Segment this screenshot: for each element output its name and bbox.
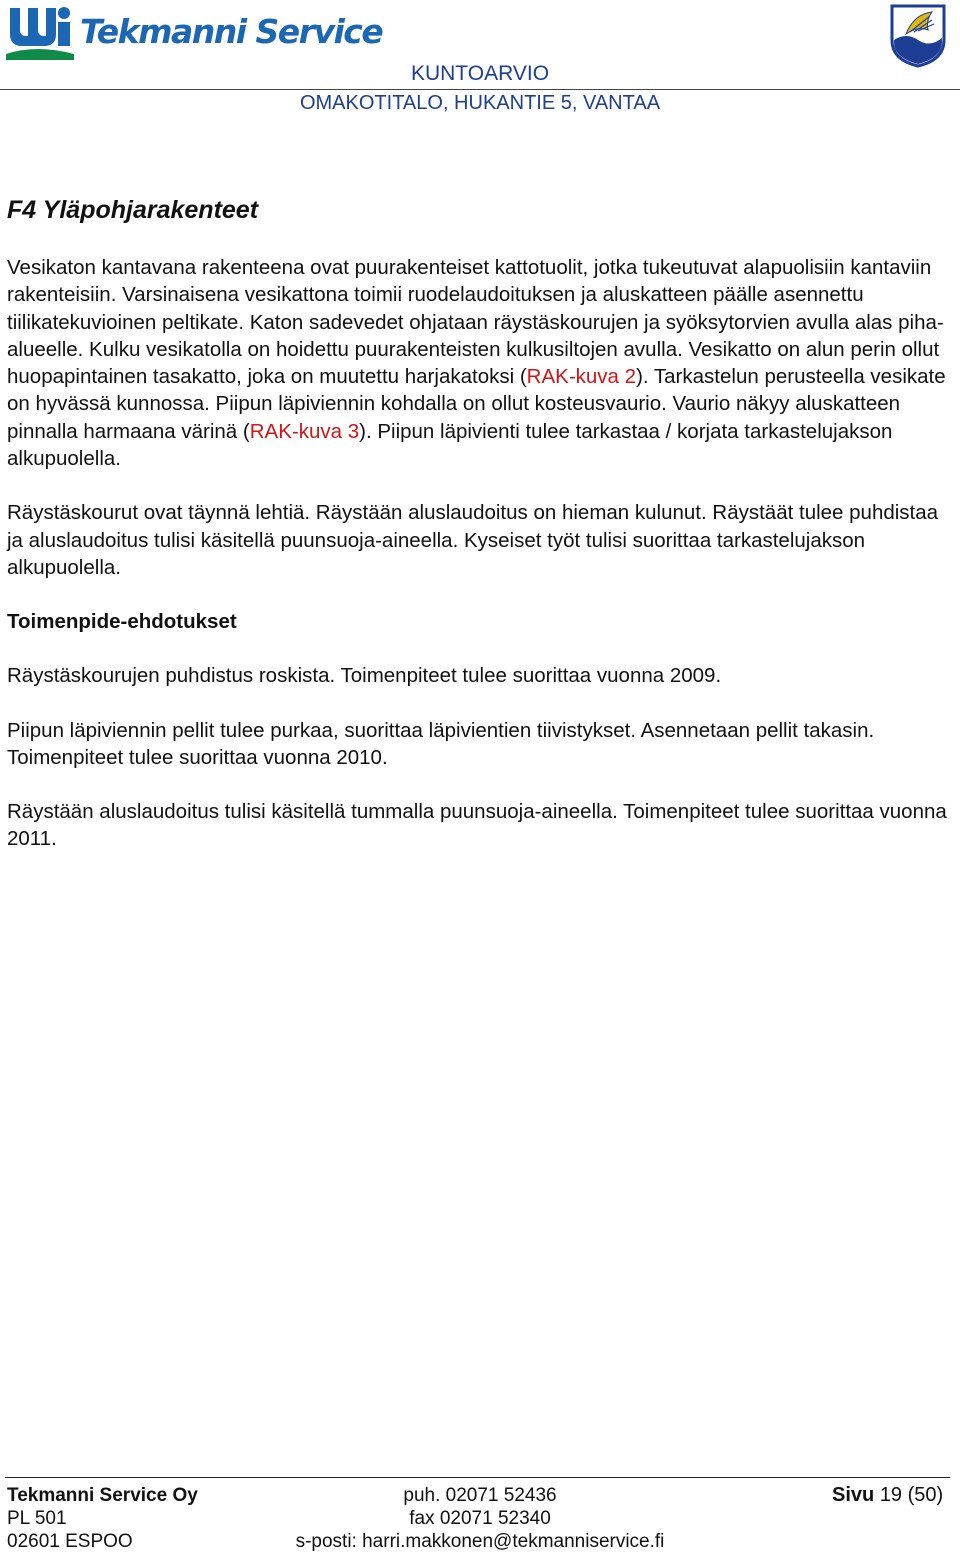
- action-item: Räystäskourujen puhdistus roskista. Toimenpiteet tulee suorittaa vuonna 2009.: [7, 664, 722, 688]
- rak-kuva-3-link[interactable]: RAK-kuva 3: [249, 419, 360, 443]
- action-item: Piipun läpiviennin pellit tulee purkaa, suorittaa läpivientien tiivistykset. Asennetaan pellit takasin. Toimenpiteet tulee suorittaa vuonna 2010.: [7, 718, 875, 769]
- footer-divider: [5, 1477, 950, 1478]
- paragraph-roof-description: [7, 254, 952, 472]
- municipal-crest-icon: [890, 4, 946, 68]
- main-content: [7, 194, 952, 880]
- paragraph-text: ). Tarkastelun perusteella vesikate on hyvässä kunnossa. Piipun läpiviennin kohdalla on ollut kosteusvaurio. Vaurio näkyy aluskatteen pinnalla harmaana värinä (: [7, 365, 946, 443]
- footer-company: Tekmanni Service Oy: [7, 1485, 198, 1506]
- rak-kuva-2-link[interactable]: RAK-kuva 2: [526, 365, 637, 389]
- footer-email[interactable]: s-posti: harri.makkonen@tekmanniservice.fi: [295, 1531, 665, 1552]
- footer-po-box: PL 501: [7, 1508, 67, 1529]
- action-item: Räystään aluslaudoitus tulisi käsitellä tummalla puunsuoja-aineella. Toimenpiteet tulee suorittaa vuonna 2011.: [7, 800, 947, 851]
- paragraph-text: Vesikaton kantavana rakenteena ovat puurakenteiset kattotuolit, jotka tukeutuvat alapuolisiin kantaviin rakenteisiin. Varsinaisena vesikattona toimii ruodelaudoituksen ja aluskatteen päälle asennettu tiilikatekuvioinen peltikate. Katon sadevedet ohjataan räystäskourujen ja syöksytorvien avulla alas piha-alueelle. Kulku vesikatolla on hoidettu puurakenteisten kulkusiltojen avulla. Vesikatto on alun perin ollut huopapintainen tasakatto, joka on muutettu harjakatoksi (: [7, 256, 944, 389]
- footer-contact: [290, 1484, 670, 1553]
- page-label: Sivu: [832, 1484, 875, 1506]
- page-indicator: [832, 1484, 943, 1507]
- header-divider: [0, 89, 960, 90]
- page-footer: [0, 1484, 960, 1556]
- footer-postal: 02601 ESPOO: [7, 1531, 133, 1552]
- company-logo: [6, 4, 383, 60]
- footer-address: [7, 1484, 198, 1553]
- footer-phone: puh. 02071 52436: [403, 1485, 557, 1506]
- paragraph-gutters: Räystäskourut ovat täynnä lehtiä. Räystään aluslaudoitus on hieman kulunut. Räystäät tulee puhdistaa ja aluslaudoitus tulisi käsitellä puunsuoja-aineella. Kyseiset työt tulisi suorittaa tarkastelujakson alkupuolella.: [7, 501, 939, 579]
- paragraph-text: ). Piipun läpivienti tulee tarkastaa / korjata tarkastelujakson alkupuolella.: [7, 419, 893, 471]
- tekmanni-logo-icon: [6, 4, 76, 60]
- actions-heading: Toimenpide-ehdotukset: [7, 610, 237, 634]
- footer-fax: fax 02071 52340: [409, 1508, 551, 1529]
- document-subtitle: OMAKOTITALO, HUKANTIE 5, VANTAA: [299, 92, 661, 114]
- logo-wordmark: Tekmanni Service: [80, 12, 383, 51]
- document-title: KUNTOARVIO: [410, 62, 550, 85]
- page-number: 19 (50): [879, 1484, 944, 1506]
- section-title: F4 Yläpohjarakenteet: [7, 196, 259, 224]
